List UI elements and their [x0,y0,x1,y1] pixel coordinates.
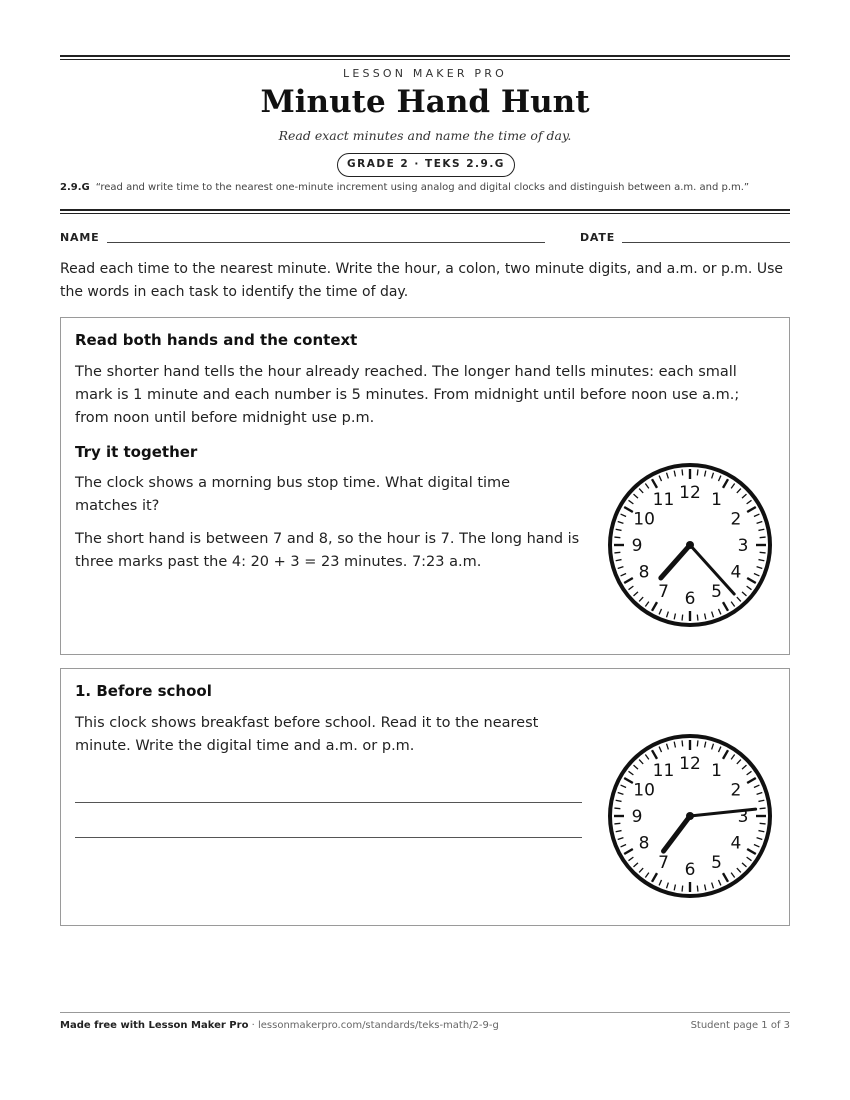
minute-tick [682,469,683,475]
clock-number: 11 [652,490,675,511]
task-1-box [60,668,790,926]
clock-number: 8 [638,833,650,854]
clock-number: 3 [737,536,749,556]
clock-number: 10 [633,780,655,801]
page-title: Minute Hand Hunt [260,84,590,120]
minute-tick [760,808,766,809]
minute-tick [697,740,698,746]
try-it-heading: Try it together [75,443,198,461]
footer-credit [60,1020,499,1031]
minute-tick [697,615,698,621]
clock-center-pin [686,812,694,820]
clock-number: 9 [631,536,643,556]
name-line[interactable] [107,242,545,243]
clock-number: 5 [711,581,722,602]
clock-number: 1 [711,761,722,782]
clock-number: 7 [658,852,669,873]
clock-number: 2 [730,509,742,530]
example-box [60,317,790,655]
date-line[interactable] [622,242,790,243]
minute-tick [614,537,620,538]
footer-page-number: Student page 1 of 3 [690,1020,790,1031]
name-label: NAME [60,231,100,244]
clock-number: 12 [679,754,701,774]
example-clock [605,460,775,630]
clock-number: 3 [737,807,749,827]
brand-label: LESSON MAKER PRO [343,67,507,80]
clock-number: 4 [730,562,742,583]
example-explanation: The shorter hand tells the hour already reached. The longer hand tells minutes: each small mark is 1 minute and each number is 5 minutes. From midnight until before noon use a.m.; from noon until before midnight use p.m. [75,364,740,426]
answer-line-1[interactable] [75,802,582,803]
clock-number: 6 [684,860,696,880]
minute-tick [760,823,766,824]
clock-number: 12 [679,483,701,503]
clock-number: 9 [631,807,643,827]
clock-center-pin [686,541,694,549]
minute-tick [760,552,766,553]
standard-text: “read and write time to the nearest one-minute increment using analog and digital clocks and distinguish between a.m. and p.m.” [95,182,750,193]
minute-tick [760,537,766,538]
clock-number: 5 [711,852,722,873]
clock-number: 7 [658,581,669,602]
footer-made-with: Made free with Lesson Maker Pro [60,1020,249,1031]
standard-line [60,182,800,193]
minute-tick [697,469,698,475]
clock-number: 4 [730,833,742,854]
example-solution: The short hand is between 7 and 8, so the hour is 7. The long hand is three marks past the 4: 20 + 3 = 23 minutes. 7:23 a.m. [75,531,580,570]
date-label: DATE [580,231,616,244]
minute-tick [682,886,683,892]
task-1-heading: 1. Before school [75,682,212,700]
minute-tick [682,615,683,621]
example-heading: Read both hands and the context [75,331,358,349]
header-bottom-rule [60,209,790,214]
example-question: The clock shows a morning bus stop time. What digital time matches it? [75,475,511,514]
page-subtitle: Read exact minutes and name the time of day. [278,128,572,143]
footer-rule [60,1012,790,1013]
clock-number: 8 [638,562,650,583]
clock-number: 11 [652,761,675,782]
task-1-prompt: This clock shows breakfast before school. Read it to the nearest minute. Write the digital time and a.m. or p.m. [75,715,539,754]
clock-number: 1 [711,490,722,511]
clock-number: 2 [730,780,742,801]
minute-tick [614,552,620,553]
footer-url[interactable]: · lessonmakerpro.com/standards/teks-math/2-9-g [248,1020,499,1031]
standard-code: 2.9.G [60,182,90,193]
instructions: Read each time to the nearest minute. Write the hour, a colon, two minute digits, and a.m. or p.m. Use the words in each task to identify the time of day. [60,261,783,300]
answer-line-2[interactable] [75,837,582,838]
top-rule [60,55,790,60]
clock-number: 10 [633,509,655,530]
minute-tick [682,740,683,746]
minute-tick [614,823,620,824]
clock-number: 6 [684,589,696,609]
grade-badge: GRADE 2 · TEKS 2.9.G [337,153,515,177]
task-1-clock [605,731,775,901]
minute-tick [614,808,620,809]
minute-tick [697,886,698,892]
